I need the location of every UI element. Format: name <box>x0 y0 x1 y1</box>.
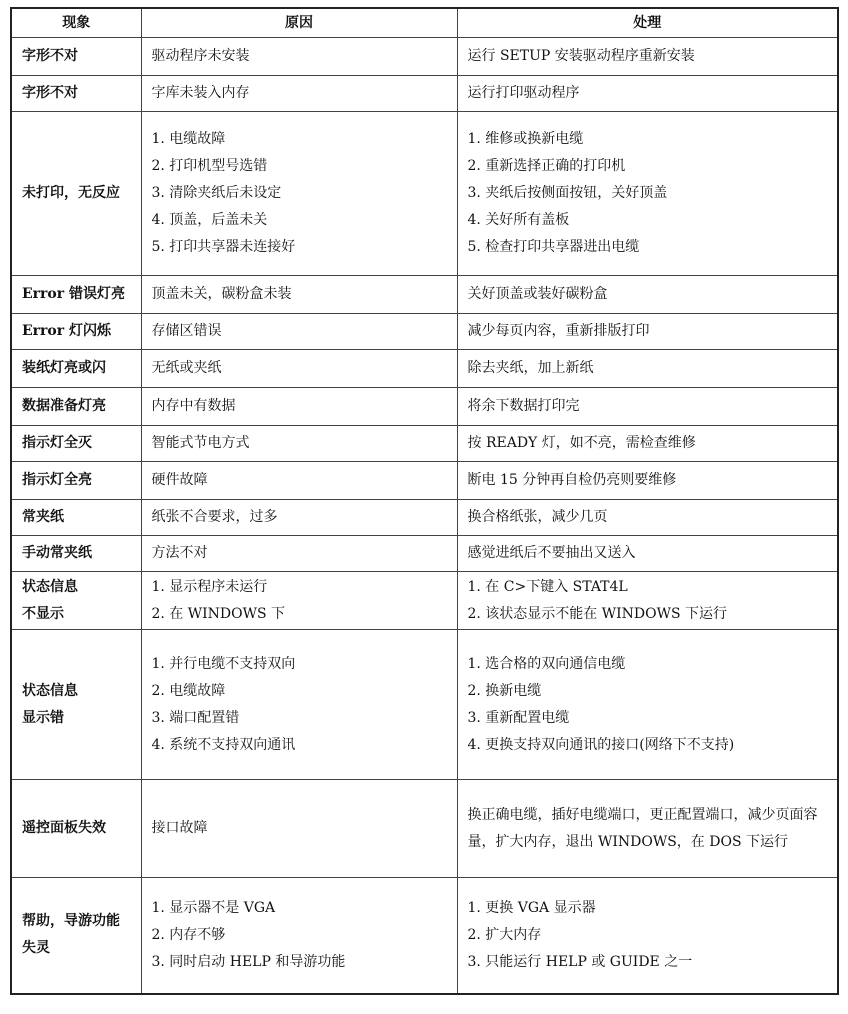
cause-cell <box>141 500 457 536</box>
fix-text: 3. 重新配置电缆 <box>467 709 570 726</box>
symptom-cell <box>11 780 141 878</box>
fix-text: 5. 检查打印共享器进出电缆 <box>467 239 640 255</box>
fix-text: 2. 扩大内存 <box>467 926 542 943</box>
table-row <box>11 572 838 630</box>
cause-text: 无纸或夹纸 <box>151 360 222 376</box>
cause-cell <box>141 878 457 994</box>
fix-text: 3. 只能运行 HELP 或 GUIDE 之一 <box>467 953 693 970</box>
symptom-text: 帮助，导游功能 <box>22 913 120 930</box>
symptom-cell <box>11 276 141 314</box>
symptom-cell <box>11 630 141 780</box>
table-row <box>11 630 838 780</box>
cause-text: 纸张不合要求，过多 <box>151 509 278 525</box>
cause-text: 2. 内存不够 <box>151 926 226 943</box>
fix-cell <box>457 536 838 572</box>
header-cause: 原因 <box>141 8 457 38</box>
symptom-text: 状态信息 <box>22 578 78 595</box>
fix-cell <box>457 388 838 426</box>
fix-cell <box>457 500 838 536</box>
cause-text: 3. 端口配置错 <box>151 709 240 726</box>
header-row <box>11 8 838 38</box>
symptom-cell <box>11 314 141 350</box>
cause-text: 内存中有数据 <box>151 398 236 414</box>
table-row <box>11 878 838 994</box>
symptom-cell <box>11 878 141 994</box>
symptom-text: 字形不对 <box>22 85 78 101</box>
symptom-text: 手动常夹纸 <box>22 545 92 561</box>
fix-cell <box>457 780 838 878</box>
cause-cell <box>141 314 457 350</box>
cause-cell <box>141 112 457 276</box>
cause-text: 智能式节电方式 <box>151 435 250 451</box>
cause-cell <box>141 388 457 426</box>
symptom-text: 字形不对 <box>22 48 78 64</box>
table-row <box>11 276 838 314</box>
fix-text: 感觉进纸后不要抽出又送入 <box>467 545 636 561</box>
cause-cell <box>141 572 457 630</box>
symptom-text: 指示灯全亮 <box>22 472 92 488</box>
header-symptom: 现象 <box>11 8 141 38</box>
fix-text: 1. 在 C>下键入 STAT4L <box>467 578 628 595</box>
fix-text: 1. 更换 VGA 显示器 <box>467 899 596 916</box>
fix-text: 2. 该状态显示不能在 WINDOWS 下运行 <box>467 605 728 622</box>
fix-cell <box>457 462 838 500</box>
cause-text: 4. 顶盖，后盖未关 <box>151 212 268 228</box>
cause-cell <box>141 536 457 572</box>
symptom-cell <box>11 426 141 462</box>
table-body <box>11 38 838 994</box>
fix-cell <box>457 572 838 630</box>
cause-text: 2. 打印机型号选错 <box>151 158 268 174</box>
table-row <box>11 780 838 878</box>
cause-text: 5. 打印共享器未连接好 <box>151 239 296 255</box>
cause-cell <box>141 276 457 314</box>
cause-cell <box>141 350 457 388</box>
fix-cell <box>457 878 838 994</box>
table-row <box>11 112 838 276</box>
symptom-text: 显示错 <box>22 709 64 726</box>
cause-text: 2. 在 WINDOWS 下 <box>151 605 286 622</box>
cause-text: 方法不对 <box>151 545 208 561</box>
fix-cell <box>457 276 838 314</box>
symptom-cell <box>11 462 141 500</box>
fix-text: 将余下数据打印完 <box>467 398 580 414</box>
fix-text: 运行打印驱动程序 <box>467 85 580 101</box>
cause-text: 1. 电缆故障 <box>151 131 226 147</box>
fix-text: 换合格纸张，减少几页 <box>467 509 608 525</box>
header-fix: 处理 <box>457 8 838 38</box>
fix-cell <box>457 630 838 780</box>
fix-text: 4. 更换支持双向通讯的接口(网络下不支持) <box>467 736 735 753</box>
cause-text: 2. 电缆故障 <box>151 682 226 699</box>
table-row <box>11 462 838 500</box>
fix-text: 运行 SETUP 安装驱动程序重新安装 <box>467 48 695 64</box>
table-row <box>11 388 838 426</box>
table-row <box>11 38 838 76</box>
cause-text: 4. 系统不支持双向通讯 <box>151 736 296 753</box>
fix-cell <box>457 350 838 388</box>
symptom-cell <box>11 76 141 112</box>
cause-cell <box>141 780 457 878</box>
cause-text: 顶盖未关，碳粉盒未装 <box>151 286 292 302</box>
fix-text: 关好顶盖或装好碳粉盒 <box>467 286 608 302</box>
fix-text: 减少每页内容，重新排版打印 <box>467 323 650 339</box>
symptom-text: 未打印，无反应 <box>22 185 120 201</box>
fix-text: 2. 换新电缆 <box>467 682 542 699</box>
table-row <box>11 314 838 350</box>
cause-text: 字库未装入内存 <box>151 85 250 101</box>
fix-cell <box>457 76 838 112</box>
symptom-text: 常夹纸 <box>22 509 64 525</box>
fix-cell <box>457 314 838 350</box>
fix-text: 4. 关好所有盖板 <box>467 212 570 228</box>
fix-text: 3. 夹纸后按侧面按钮，关好顶盖 <box>467 185 668 201</box>
cause-cell <box>141 462 457 500</box>
cause-text: 接口故障 <box>151 820 208 836</box>
symptom-cell <box>11 500 141 536</box>
fix-text: 换正确电缆，插好电缆端口，更正配置端口，减少页面容量，扩大内存，退出 WINDOWS，在 DOS 下运行 <box>467 806 818 850</box>
symptom-text: 指示灯全灭 <box>22 435 92 451</box>
fix-text: 1. 维修或换新电缆 <box>467 131 584 147</box>
table-row <box>11 76 838 112</box>
table-row <box>11 536 838 572</box>
symptom-text: 遥控面板失效 <box>22 820 106 836</box>
symptom-cell <box>11 388 141 426</box>
cause-text: 1. 并行电缆不支持双向 <box>151 655 296 672</box>
symptom-cell <box>11 572 141 630</box>
symptom-text: Error 灯闪烁 <box>22 323 112 339</box>
cause-cell <box>141 426 457 462</box>
fix-cell <box>457 38 838 76</box>
symptom-text: 装纸灯亮或闪 <box>22 360 106 376</box>
cause-text: 存储区错误 <box>151 323 222 339</box>
fix-text: 除去夹纸，加上新纸 <box>467 360 594 376</box>
fix-text: 断电 15 分钟再自检仍亮则要维修 <box>467 472 677 488</box>
table-row <box>11 500 838 536</box>
symptom-cell <box>11 38 141 76</box>
symptom-text: Error 错误灯亮 <box>22 286 126 302</box>
cause-cell <box>141 38 457 76</box>
cause-cell <box>141 76 457 112</box>
cause-text: 3. 清除夹纸后未设定 <box>151 185 282 201</box>
symptom-text: 数据准备灯亮 <box>22 398 106 414</box>
fix-text: 按 READY 灯，如不亮，需检查维修 <box>467 435 696 451</box>
symptom-cell <box>11 112 141 276</box>
cause-text: 1. 显示器不是 VGA <box>151 899 276 916</box>
table-row <box>11 350 838 388</box>
cause-cell <box>141 630 457 780</box>
symptom-text: 状态信息 <box>22 682 78 699</box>
fix-cell <box>457 112 838 276</box>
fault-table <box>10 7 839 995</box>
cause-text: 3. 同时启动 HELP 和导游功能 <box>151 953 346 970</box>
cause-text: 硬件故障 <box>151 472 208 488</box>
table-row <box>11 426 838 462</box>
fix-text: 1. 选合格的双向通信电缆 <box>467 655 626 672</box>
cause-text: 1. 显示程序未运行 <box>151 578 268 595</box>
symptom-cell <box>11 350 141 388</box>
symptom-text: 失灵 <box>22 940 50 957</box>
fix-cell <box>457 426 838 462</box>
fix-text: 2. 重新选择正确的打印机 <box>467 158 626 174</box>
symptom-cell <box>11 536 141 572</box>
symptom-text: 不显示 <box>22 605 64 622</box>
cause-text: 驱动程序未安装 <box>151 48 250 64</box>
